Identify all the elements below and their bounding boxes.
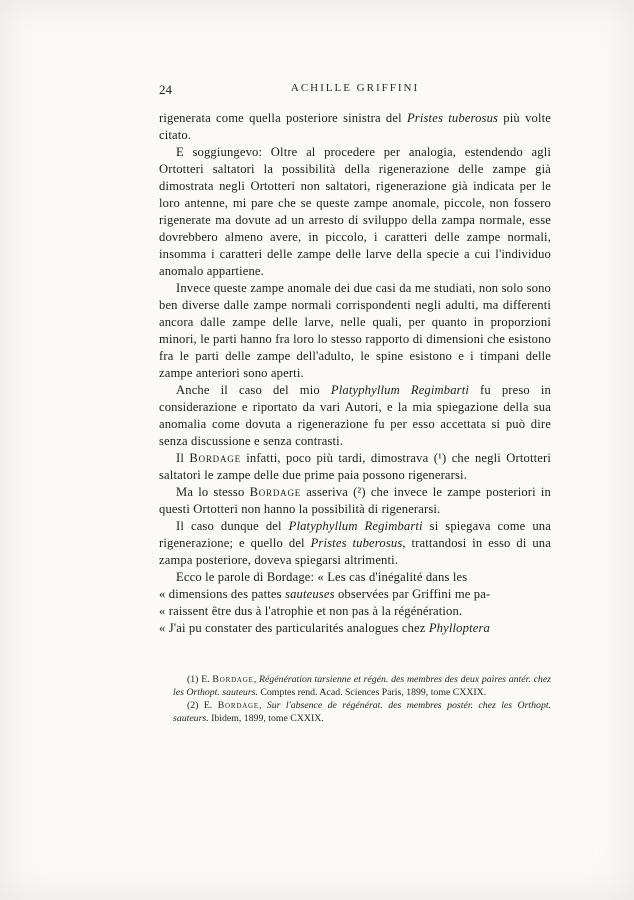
text-run: Invece queste zampe anomale dei due casi da me studiati, non solo sono ben diverse dalle zampe normali corrispondenti negli adulti, ma differenti ancora dalle zampe delle larve, nelle quali, per quanto in proporzioni minori, le parti hanno fra loro lo stesso rapporto di dimensioni che esistono fra le parti delle zampe dell'adulto, le spine esistono e i timpani delle zampe anteriori sono aperti.: [159, 281, 551, 380]
italic-text: Orthopt. sauteurs.: [173, 700, 552, 724]
italic-text: Pristes tuberosus: [406, 111, 499, 125]
paragraph: [159, 518, 551, 569]
text-run: E soggiungevo: Oltre al procedere per analogia, estendendo agli Ortotteri saltatori la possibilità della rigenerazione delle zampe già dimostrata negli Ortotteri non saltatori, rigenerazione già indicata per le loro antenne, mi pare che se queste zampe anomale, piccole, non fossero rigenerate ma dovute ad un arresto di sviluppo della zampa normale, esse dovrebbero almeno avere, in piccolo, i caratteri delle zampe normali, insomma i caratteri delle zampe delle larve della specie a cui l'individuo anomalo appartiene.: [159, 145, 551, 278]
text-run: più volte citato.: [159, 111, 552, 142]
paragraph: [159, 569, 551, 637]
page-content: [159, 82, 551, 725]
footnotes: [159, 673, 551, 725]
footnote: [173, 673, 551, 699]
text-run: « raissent être dus à l'atrophie et non pas à la régénération.: [159, 604, 463, 618]
text-run: « dimensions des pattes: [159, 587, 286, 601]
page-number: 24: [159, 82, 172, 97]
text-run: Anche il caso del mio: [176, 383, 331, 397]
smallcaps-name: Bordage: [249, 485, 302, 499]
italic-text: Phylloptera: [428, 621, 490, 635]
text-run: ,: [253, 674, 259, 685]
footnote: [173, 699, 551, 725]
text-run: (1) E.: [187, 674, 213, 685]
text-run: si spiegava come una rigenerazione; e quello del: [159, 519, 551, 550]
paragraph: [159, 280, 551, 382]
text-run: observées par Griffini me pa-: [334, 587, 491, 601]
paragraph: [159, 484, 551, 518]
italic-text: Platyphyllum Regimbarti: [330, 383, 470, 397]
smallcaps-name: Bordage: [217, 700, 259, 711]
italic-text: sauteuses: [285, 587, 335, 601]
italic-text: Pristes tuberosus: [310, 536, 403, 550]
text-run: (2) E.: [187, 700, 218, 711]
paragraph: [159, 144, 551, 280]
text-run: infatti, poco più tardi, dimostrava (¹) che negli Ortotteri saltatori le zampe delle due prime paia possono rigenerarsi.: [159, 451, 551, 482]
text-run: ,: [259, 700, 267, 711]
italic-text: Régénération tarsienne et régén. des membres des deux paires antér. chez les Orthopt. sauteurs.: [173, 674, 551, 698]
text-run: « J'ai pu constater des particularités analogues chez: [159, 621, 429, 635]
text-run: , trattandosi in esso di una zampa posteriore, doveva spiegarsi altrimenti.: [159, 536, 551, 567]
text-run: asseriva (²) che invece le zampe posteriori in questi Ortotteri non hanno la possibilità di rigenerarsi.: [159, 485, 551, 516]
text-run: Comptes rend. Acad. Sciences Paris, 1899, tome CXXIX.: [257, 687, 487, 698]
paragraph: [159, 110, 551, 144]
text-run: fu preso in considerazione e riportato da vari Autori, e la mia spiegazione della sua anomalia come dovuta a rigenerazione fu per esso accettata si può dire senza discussione e senza contrasti.: [159, 383, 551, 448]
paragraph: [159, 382, 551, 450]
page-header: [159, 82, 551, 102]
smallcaps-name: Bordage: [189, 451, 241, 465]
text-run: Ecco le parole di Bordage: « Les cas d'inégalité dans les: [176, 570, 468, 584]
text-run: Il caso dunque del: [176, 519, 289, 533]
paragraph: [159, 450, 551, 484]
text-run: rigenerata come quella posteriore sinistra del: [159, 111, 407, 125]
text-run: Il: [176, 451, 190, 465]
smallcaps-name: Bordage: [212, 674, 254, 685]
italic-text: Sur l'absence de régénérat. des membres postér. chez les: [266, 700, 513, 711]
text-run: Ma lo stesso: [176, 485, 250, 499]
running-header: ACHILLE GRIFFINI: [290, 82, 420, 94]
italic-text: Platyphyllum Regimbarti: [288, 519, 423, 533]
text-run: Ibidem, 1899, tome CXXIX.: [208, 713, 324, 724]
body-text: [159, 110, 551, 637]
